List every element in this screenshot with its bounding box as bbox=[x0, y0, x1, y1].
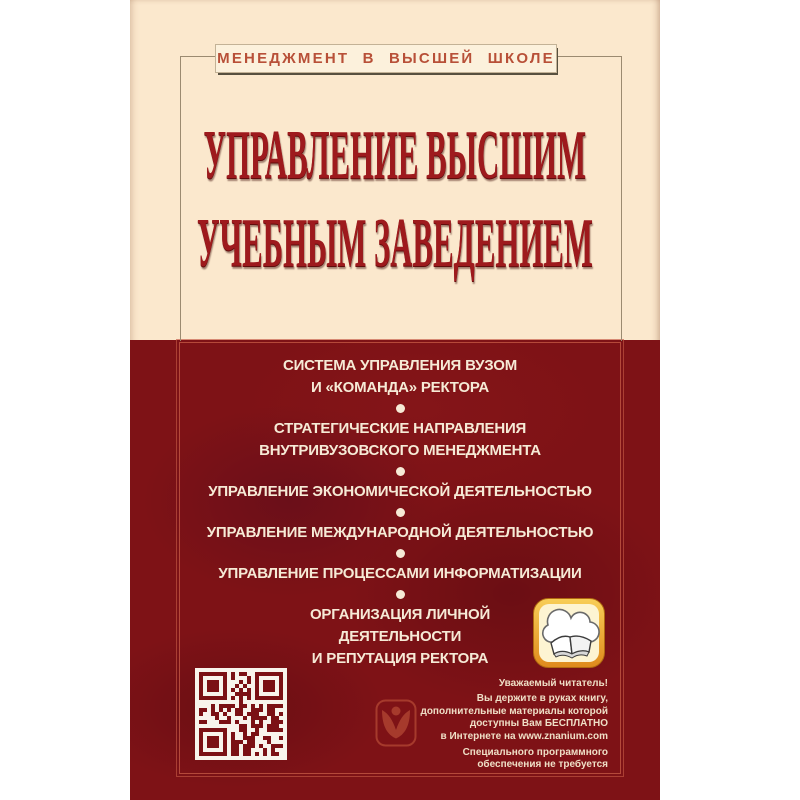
topic-line: УПРАВЛЕНИЕ МЕЖДУНАРОДНОЙ ДЕЯТЕЛЬНОСТЬЮ bbox=[206, 524, 594, 541]
topic-item bbox=[208, 481, 592, 503]
reader-note bbox=[398, 678, 608, 772]
topic-line: СИСТЕМА УПРАВЛЕНИЯ ВУЗОМ bbox=[282, 357, 518, 374]
series-banner bbox=[215, 44, 557, 73]
book-title bbox=[130, 112, 660, 288]
qr-code-icon bbox=[195, 668, 287, 760]
topic-line: ДЕЯТЕЛЬНОСТИ bbox=[338, 628, 462, 645]
reader-note-line: в Интернете на www.znanium.com bbox=[440, 730, 608, 742]
topic-line: УПРАВЛЕНИЕ ПРОЦЕССАМИ ИНФОРМАТИЗАЦИИ bbox=[218, 565, 582, 582]
bullet-dot-icon bbox=[396, 549, 405, 558]
topic-item bbox=[218, 563, 581, 585]
topic-line: И «КОМАНДА» РЕКТОРА bbox=[310, 379, 489, 396]
bullet-dot-icon bbox=[396, 590, 405, 599]
topic-item bbox=[259, 418, 541, 462]
topic-line: И РЕПУТАЦИЯ РЕКТОРА bbox=[311, 650, 489, 667]
topics-panel bbox=[130, 340, 660, 800]
bullet-dot-icon bbox=[396, 404, 405, 413]
reader-note-line: дополнительные материалы которой bbox=[420, 705, 608, 717]
topic-item bbox=[207, 522, 593, 544]
reader-note-heading: Уважаемый читатель! bbox=[498, 678, 608, 689]
reader-note-line: доступны Вам БЕСПЛАТНО bbox=[469, 718, 608, 730]
title-line-1: УПРАВЛЕНИЕ ВЫСШИМ bbox=[203, 117, 587, 194]
bullet-dot-icon bbox=[396, 467, 405, 476]
title-line-2: УЧЕБНЫМ ЗАВЕДЕНИЕМ bbox=[197, 205, 593, 282]
topic-line: УПРАВЛЕНИЕ ЭКОНОМИЧЕСКОЙ ДЕЯТЕЛЬНОСТЬЮ bbox=[208, 483, 592, 500]
reader-note-line: Вы держите в руках книгу, bbox=[476, 693, 608, 705]
reader-note-line: Специального программного bbox=[462, 747, 608, 759]
topic-line: ВНУТРИВУЗОВСКОГО МЕНЕДЖМЕНТА bbox=[259, 442, 541, 459]
reader-note-line: обеспечения не требуется bbox=[477, 759, 608, 771]
topic-item bbox=[310, 604, 490, 670]
bullet-dot-icon bbox=[396, 508, 405, 517]
series-banner-label: МЕНЕДЖМЕНТ В ВЫСШЕЙ ШКОЛЕ bbox=[217, 50, 555, 67]
topic-line: СТРАТЕГИЧЕСКИЕ НАПРАВЛЕНИЯ bbox=[273, 420, 527, 437]
book-cover bbox=[130, 0, 660, 800]
topic-line: ОРГАНИЗАЦИЯ ЛИЧНОЙ bbox=[309, 606, 491, 623]
cloud-book-app-icon bbox=[533, 598, 605, 668]
topic-item bbox=[283, 355, 517, 399]
